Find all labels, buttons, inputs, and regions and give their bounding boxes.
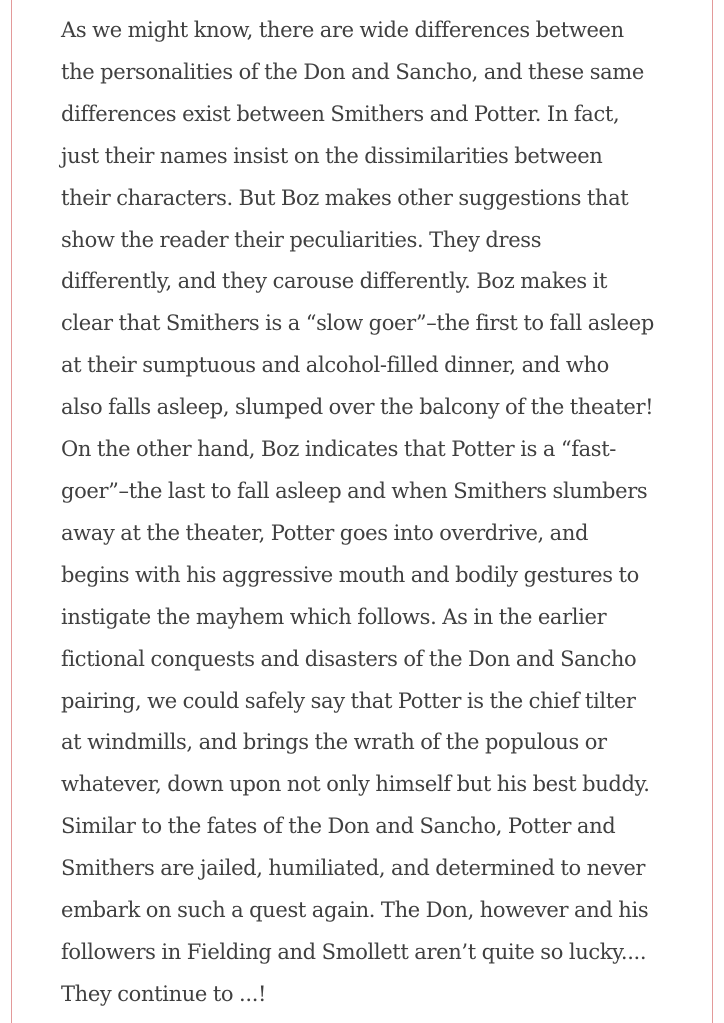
paragraph-line: at their sumptuous and alcohol-filled dinner, and who — [61, 353, 609, 378]
paragraph-line: followers in Fielding and Smollett aren’t quite so lucky.... — [61, 939, 647, 964]
paragraph-line: goer”–the last to fall asleep and when Smithers slumbers — [61, 478, 648, 503]
left-border-rule — [11, 0, 12, 1023]
paragraph-line: clear that Smithers is a “slow goer”–the first to fall asleep — [61, 311, 654, 336]
paragraph-line: instigate the mayhem which follows. As in the earlier — [61, 604, 607, 629]
paragraph-line: differently, and they carouse differently. Boz makes it — [61, 269, 608, 294]
paragraph-line: begins with his aggressive mouth and bodily gestures to — [61, 562, 639, 587]
paragraph-line: embark on such a quest again. The Don, however and his — [61, 898, 649, 923]
paragraph-line: also falls asleep, slumped over the balcony of the theater! — [61, 395, 654, 420]
paragraph-line: just their names insist on the dissimilarities between — [61, 143, 603, 168]
paragraph-line: at windmills, and brings the wrath of the populous or — [61, 730, 607, 755]
paragraph-line: whatever, down upon not only himself but his best buddy. — [61, 772, 650, 797]
paragraph-line: Similar to the fates of the Don and Sancho, Potter and — [61, 814, 616, 839]
right-border-rule — [712, 0, 713, 1023]
paragraph-line: the personalities of the Don and Sancho, and these same — [61, 59, 644, 84]
paragraph-line: pairing, we could safely say that Potter is the chief tilter — [61, 688, 636, 713]
paragraph-line: show the reader their peculiarities. They dress — [61, 227, 542, 252]
article-paragraph — [61, 10, 701, 1016]
paragraph-line: fictional conquests and disasters of the Don and Sancho — [61, 646, 637, 671]
paragraph-line: As we might know, there are wide differences between — [61, 18, 624, 42]
paragraph-line: their characters. But Boz makes other suggestions that — [61, 185, 629, 210]
paragraph-line: On the other hand, Boz indicates that Potter is a “fast- — [61, 437, 617, 462]
paragraph-line: away at the theater, Potter goes into overdrive, and — [61, 520, 589, 545]
paragraph-line: Smithers are jailed, humiliated, and determined to never — [61, 856, 646, 881]
paragraph-line: differences exist between Smithers and Potter. In fact, — [61, 101, 620, 126]
paragraph-line: They continue to ...! — [61, 981, 267, 1006]
